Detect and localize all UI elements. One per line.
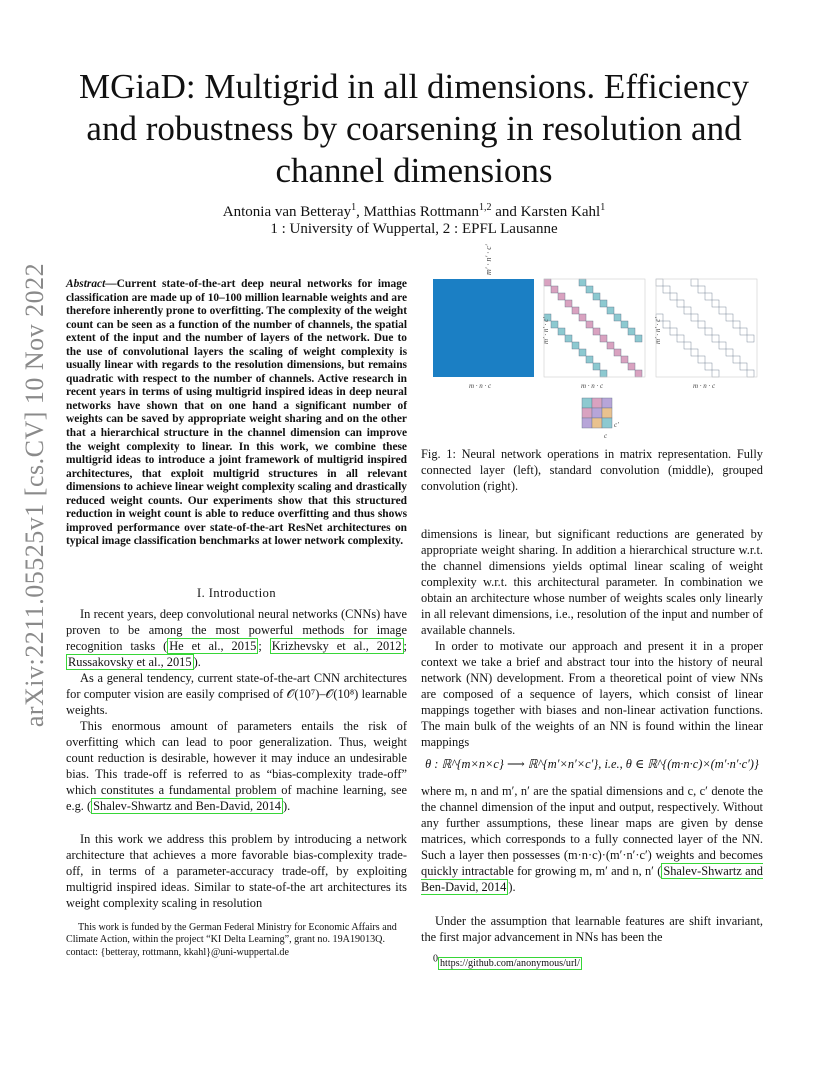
paragraph-text: dimensions is linear, but significant reductions are generated by appropriate weight sharing. In addition a hierarchical structure w.r.t. the channel dimensions yields optimal linear scaling of weight complexity w.r.t. this architectural parameter. In combination we obtain an architecture whose number of weights scales only linearly in all relevant dimensions, i.e., resolution of the input and number of available channels. (421, 527, 763, 638)
grouped-conv-block (705, 328, 712, 335)
affiliations: 1 : University of Wuppertal, 2 : EPFL Lausanne (270, 221, 558, 237)
grouped-conv-block (677, 335, 684, 342)
citation-separator: ; (403, 639, 407, 654)
conv-block (572, 307, 579, 314)
funding-note: This work is funded by the German Federal Ministry for Economic Affairs and Climate Action, within the project “KI Delta Learning”, grant no. 19A19013Q. (66, 922, 397, 946)
conv-block (551, 286, 558, 293)
intro-paragraph-2 (66, 670, 407, 718)
kernel-cell (602, 418, 612, 428)
abstract-lead: Abstract (66, 278, 106, 290)
grouped-conv-block (677, 300, 684, 307)
equation: θ : ℝ^{m×n×c} ⟶ ℝ^{m′×n′×c′}, i.e., θ ∈ ℝ^{(m·n·c)×(m′·n′·c′)} (425, 757, 759, 771)
grouped-conv-block (740, 328, 747, 335)
citation-link[interactable]: Russakovsky et al., 2015 (68, 655, 192, 670)
grouped-conv-block (719, 342, 726, 349)
grouped-conv-block (705, 293, 712, 300)
footnote-funding (66, 922, 407, 959)
affiliation-mark: 1,2 (479, 202, 492, 213)
paper-title: MGiaD: Multigrid in all dimensions. Efficiency and robustness by coarsening in resolution and channel dimensions (78, 67, 750, 190)
conv-block (551, 321, 558, 328)
conv-block (579, 314, 586, 321)
conv-block (607, 307, 614, 314)
conv-block (607, 342, 614, 349)
paragraph-text: As a general tendency, current state-of-the-art CNN architectures for computer vision are easily comprised of 𝒪(10⁷)–𝒪(10⁸) learnable weights. (66, 671, 407, 718)
conv-block (586, 356, 593, 363)
kernel-cell (602, 408, 612, 418)
conv-block (628, 328, 635, 335)
grouped-convolution-matrix (656, 279, 754, 377)
conv-block (628, 363, 635, 370)
citation-link[interactable]: Krizhevsky et al., 2012 (271, 639, 402, 654)
section-heading-introduction: I. Introduction (196, 586, 277, 600)
conv-block (600, 300, 607, 307)
grouped-conv-block (712, 300, 719, 307)
grouped-conv-block (691, 314, 698, 321)
conv-block (614, 349, 621, 356)
kernel-cell (592, 418, 602, 428)
grouped-conv-block (670, 328, 677, 335)
grouped-conv-block (698, 286, 705, 293)
grouped-conv-block (740, 363, 747, 370)
kernel-cell (602, 398, 612, 408)
grouped-conv-block (726, 349, 733, 356)
conv-block (579, 349, 586, 356)
y-axis-label: m′ · n′ · c′ (654, 317, 662, 344)
grouped-conv-block (733, 356, 740, 363)
conv-block (600, 335, 607, 342)
grouped-conv-block (698, 356, 705, 363)
affiliation-mark: 1 (351, 202, 357, 213)
paragraph-text: ). (283, 799, 291, 814)
grouped-conv-block (712, 335, 719, 342)
right-paragraph-2 (421, 638, 763, 750)
conv-block (635, 370, 642, 377)
kernel-block (582, 398, 612, 428)
right-paragraph-3 (421, 783, 763, 895)
intro-paragraph-1 (66, 606, 407, 670)
x-axis-label: m · n · c (581, 382, 604, 390)
arxiv-stamp: arXiv:2211.05525v1 [cs.CV] 10 Nov 2022 (20, 262, 49, 728)
grouped-conv-block (670, 293, 677, 300)
figure-1 (421, 244, 763, 442)
grouped-conv-block (705, 363, 712, 370)
paragraph-text: ). (508, 880, 516, 895)
conv-block (614, 314, 621, 321)
paragraph-text: In recent years, deep convolutional neural networks (CNNs) have proven to be among the most powerful methods for image recognition tasks ( (66, 607, 407, 654)
kernel-cell (582, 408, 592, 418)
grouped-conv-block (733, 321, 740, 328)
dense-matrix (433, 279, 534, 377)
right-paragraph-4 (421, 913, 763, 945)
conv-block (621, 356, 628, 363)
figure-caption: Fig. 1: Neural network operations in matrix representation. Fully connected layer (left), standard convolution (middle), grouped convolution (right). (421, 447, 763, 494)
convolution-matrix (544, 279, 642, 377)
x-axis-label: m · n · c (469, 382, 492, 390)
conv-block (572, 342, 579, 349)
contact-note: contact: {betteray, rottmann, kkahl}@uni-wuppertal.de (66, 946, 289, 958)
x-axis-label: m · n · c (693, 382, 716, 390)
grouped-conv-block (691, 279, 698, 286)
grouped-conv-block (691, 349, 698, 356)
conv-block (593, 328, 600, 335)
grouped-conv-block (663, 286, 670, 293)
paragraph-text: ). (193, 655, 201, 670)
abstract (66, 278, 407, 549)
figure-1-graphic (421, 244, 763, 442)
conv-block (600, 370, 607, 377)
paragraph-text: This enormous amount of parameters entails the risk of overfitting which can lead to poor generalization. Thus, weight count reduction is desirable, however it may induce an undesirable bias. This trade-off is referred to as “bias-complexity trade-off” which constitutes a fundamental problem of machine learning, see e.g. ( (66, 719, 407, 814)
citation-link[interactable]: Shalev-Shwartz and Ben-David, 2014 (421, 864, 764, 895)
footnote-link[interactable]: https://github.com/anonymous/url/ (440, 958, 580, 969)
y-axis-label: m′ · n′ · c′ (484, 244, 493, 275)
conv-block (635, 335, 642, 342)
paragraph-text: In this work we address this problem by introducing a network architecture that achieves a more favorable bias-complexity trade-off, in terms of a parameter-accuracy trade-off, by exploiting multigrid inspired ideas. Similar to state-of-the art architectures its weight complexity scaling in resolution (66, 832, 407, 911)
paragraph-text: In order to motivate our approach and present it in a proper context we take a brief and abstract tour into the history of neural network (NN) development. From a theoretical point of view NNs are composed of a sequence of layers, which consist of linear mappings together with biases and non-linear activation functions. The main bulk of the weights of an NN is found within the linear mappings (421, 639, 763, 750)
author-name: , Matthias Rottmann (356, 204, 479, 220)
grouped-conv-block (663, 321, 670, 328)
footnote-url (433, 953, 582, 969)
citation-separator: ; (258, 639, 270, 654)
kernel-cell (592, 398, 602, 408)
conv-block (544, 279, 551, 286)
kernel-cell (592, 408, 602, 418)
footnote-mark: 0 (433, 953, 438, 965)
conv-block (621, 321, 628, 328)
conv-block (579, 279, 586, 286)
paragraph-text: where m, n and m′, n′ are the spatial dimensions and c, c′ denote the the channel dimension of the input and output, respectively. Without any further assumptions, these linear maps are given by dense matrices, which corresponds to a fully connected layer of the NN. Such a layer then possesses (m·n·c)·(m′·n′·c′) weights and becomes quickly intractable for growing m, m′ and n, n′ ( (421, 784, 763, 879)
kernel-channel-out-label: c′ (614, 421, 619, 429)
grouped-conv-block (684, 307, 691, 314)
conv-block (586, 286, 593, 293)
grouped-conv-block (747, 370, 754, 377)
conv-block (565, 300, 572, 307)
conv-block (558, 328, 565, 335)
grouped-conv-block (726, 314, 733, 321)
conv-block (558, 293, 565, 300)
conv-block (565, 335, 572, 342)
citation-link[interactable]: He et al., 2015 (169, 639, 257, 654)
conv-block (593, 363, 600, 370)
grouped-conv-block (719, 307, 726, 314)
abstract-text: —Current state-of-the-art deep neural networks for image classification are made up of 10–100 million learnable weights and are therefore inherently prone to overfitting. The complexity of the weight count can be seen as a function of the number of channels, the spatial extent of the input and the number of layers of the network. Due to the use of convolutional layers the scaling of weight complexity is usually linear with regards to the resolution dimensions, but remains quadratic with respect to the number of channels. Active research in recent years in terms of using multigrid inspired ideas in deep neural networks have shown that on one hand a significant number of weights can be saved by appropriate weight sharing and on the other that a hierarchical structure in the channel dimension can improve the weight complexity to linear. In this work, we combine these multigrid ideas to introduce a joint framework of multigrid inspired architectures, that exploit multigrid structures in all relevant dimensions to achieve linear weight complexity scaling and drastically reduced weight counts. Our experiments show that this structured reduction in weight count is able to reduce overfitting and thus shows improved performance over state-of-the-art ResNet architectures on typical image classification benchmarks at lower network complexity. (66, 278, 407, 548)
grouped-conv-block (684, 342, 691, 349)
y-axis-label: m′ · n′ · c′ (542, 317, 550, 344)
affiliation-mark: 1 (600, 202, 606, 213)
author-name: and Karsten Kahl (491, 204, 601, 220)
right-paragraph-1 (421, 526, 763, 638)
grouped-conv-block (712, 370, 719, 377)
intro-paragraph-3 (66, 718, 407, 814)
conv-block (593, 293, 600, 300)
intro-paragraph-4 (66, 831, 407, 911)
paragraph-text: Under the assumption that learnable features are shift invariant, the first major advancement in NNs has been the (421, 914, 763, 945)
citation-link[interactable]: Shalev-Shwartz and Ben-David, 2014 (93, 799, 282, 814)
grouped-conv-block (656, 279, 663, 286)
kernel-cell (582, 418, 592, 428)
grouped-conv-block (698, 321, 705, 328)
kernel-cell (582, 398, 592, 408)
author-name: Antonia van Betteray (222, 204, 352, 220)
grouped-conv-block (747, 335, 754, 342)
conv-block (586, 321, 593, 328)
kernel-channel-in-label: c (604, 432, 608, 440)
